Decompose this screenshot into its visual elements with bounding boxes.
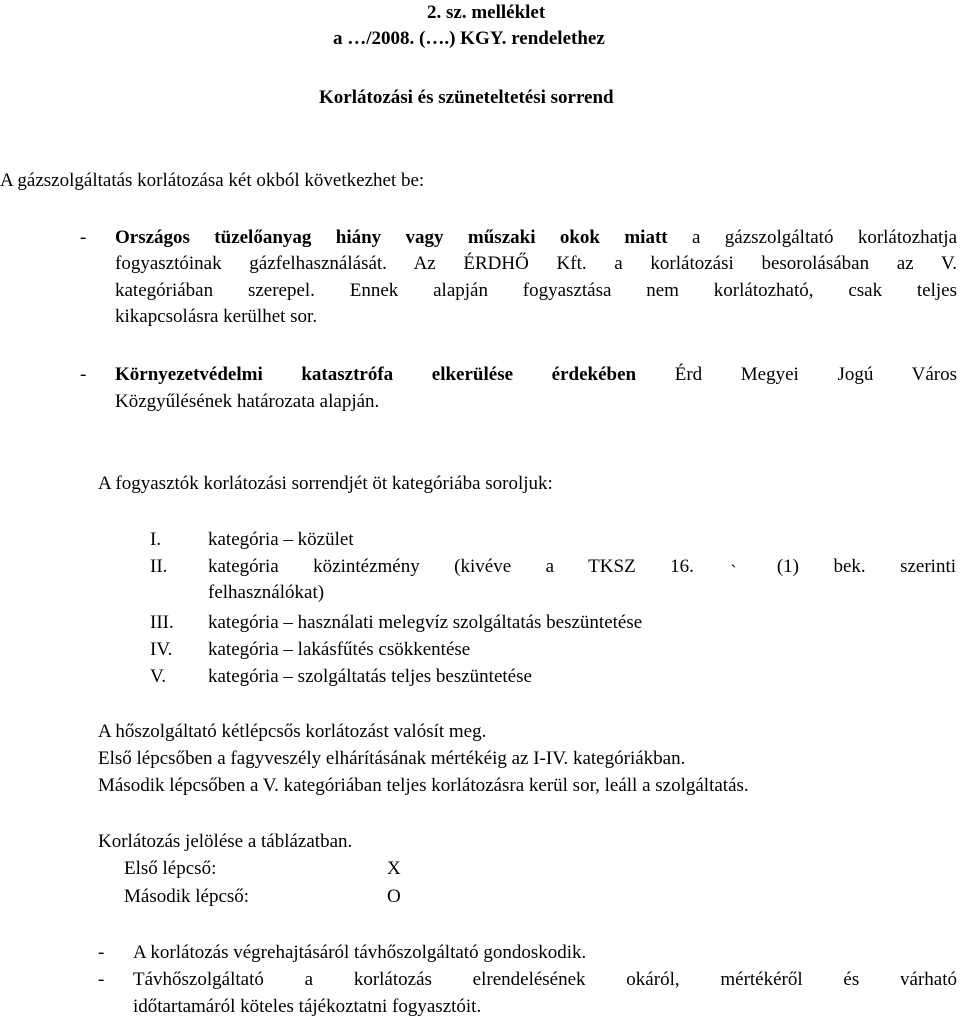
category-number: II. [150, 556, 168, 577]
category-text-part: kategória [208, 556, 279, 577]
category-text-continued: felhasználókat) [208, 582, 325, 603]
bullet-dash: - [80, 227, 87, 248]
category-number: IV. [150, 639, 173, 660]
bullet-dash: - [80, 364, 87, 385]
reason-text: a gázszolgáltató korlátozhatja [691, 227, 957, 248]
bullet-dash: - [98, 969, 105, 990]
reason-first-line [115, 227, 957, 249]
category-text-part: (1) bek. szerinti [776, 556, 957, 577]
reason-bold: Környezetvédelmi katasztrófa elkerülése érdekében [115, 364, 637, 385]
step-text: A hőszolgáltató kétlépcsős korlátozást valósít meg. [98, 721, 487, 742]
marking-title: Korlátozás jelölése a táblázatban. [98, 831, 353, 852]
reason-line: Közgyűlésének határozata alapján. [115, 391, 380, 412]
reason-bold: Országos tüzelőanyag hiány vagy műszaki okok miatt [115, 227, 668, 248]
bullet-dash: - [98, 942, 105, 963]
category-number: I. [150, 529, 162, 550]
reason-text: Érd Megyei Jogú Város [674, 364, 957, 385]
category-text: kategória – közület [208, 529, 354, 550]
category-text: kategória közintézmény (kivéve a TKSZ 16. ˋ (1) bek. szerinti [208, 556, 957, 583]
step-text: Második lépcsőben a V. kategóriában teljes korlátozásra kerül sor, leáll a szolgáltatás. [98, 775, 749, 796]
marking-symbol: O [387, 886, 401, 907]
annex-number: 2. sz. melléklet [427, 2, 546, 23]
note-text-continued: időtartamáról köteles tájékoztatni fogyasztóit. [133, 996, 482, 1017]
category-text: kategória – szolgáltatás teljes beszüntetése [208, 666, 532, 687]
marking-label: Első lépcső: [124, 858, 217, 879]
category-text-part: közintézmény (kivéve a TKSZ 16. [313, 556, 694, 577]
reason-line: kikapcsolásra kerülhet sor. [115, 306, 318, 327]
category-text: kategória – használati melegvíz szolgáltatás beszüntetése [208, 612, 643, 633]
category-number: V. [150, 666, 167, 687]
decree-reference: a …/2008. (….) KGY. rendelethez [333, 28, 605, 49]
category-text: kategória – lakásfűtés csökkentése [208, 639, 471, 660]
note-text: A korlátozás végrehajtásáról távhőszolgáltató gondoskodik. [133, 942, 587, 963]
step-text: Első lépcsőben a fagyveszély elhárításának mértékéig az I-IV. kategóriákban. [98, 748, 686, 769]
categories-intro: A fogyasztók korlátozási sorrendjét öt kategóriába soroljuk: [98, 473, 553, 494]
document-title: Korlátozási és szüneteltetési sorrend [319, 87, 614, 108]
note-text: Távhőszolgáltató a korlátozás elrendelésének okáról, mértékéről és várható [133, 969, 957, 990]
category-number: III. [150, 612, 174, 633]
intro-text: A gázszolgáltatás korlátozása két okból következhet be: [0, 170, 425, 191]
reason-line: fogyasztóinak gázfelhasználását. Az ÉRDHŐ Kft. a korlátozási besorolásában az V. [115, 253, 957, 274]
marking-label: Második lépcső: [124, 886, 250, 907]
reason-line: kategóriában szerepel. Ennek alapján fogyasztása nem korlátozható, csak teljes [115, 280, 957, 301]
reason-first-line [115, 364, 957, 386]
marking-symbol: X [387, 858, 401, 879]
